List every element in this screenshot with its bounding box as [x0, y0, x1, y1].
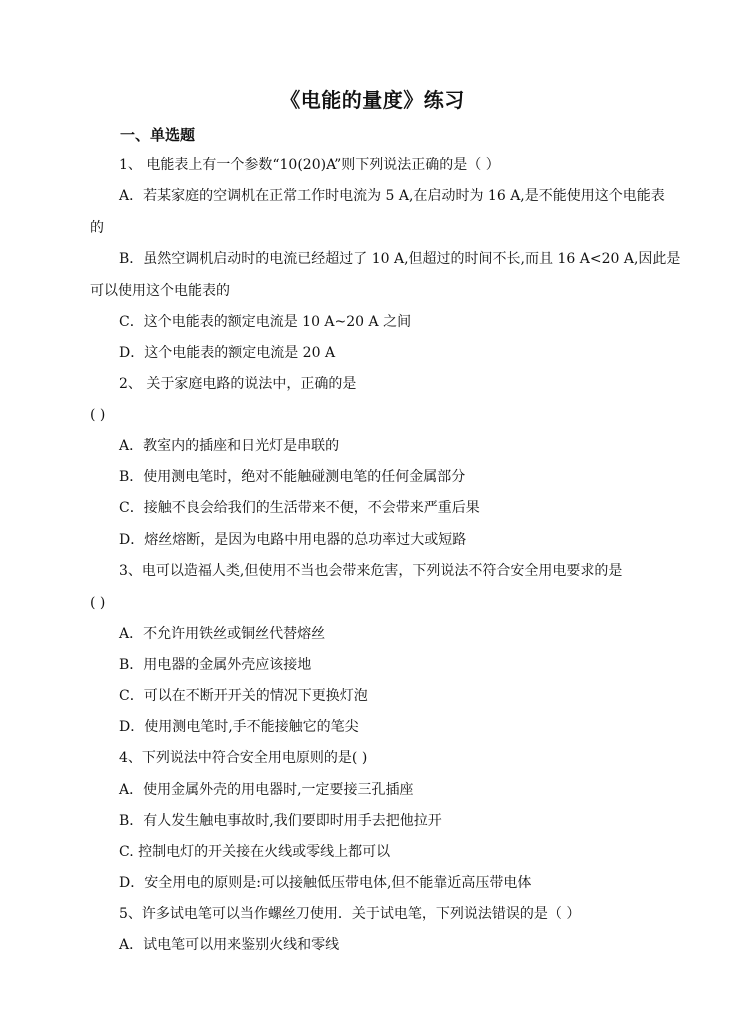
q4-option-c: C. 控制电灯的开关接在火线或零线上都可以: [119, 844, 391, 860]
question-5: 5、许多试电笔可以当作螺丝刀使用．关于试电笔，下列说法错误的是（ ）: [119, 906, 581, 922]
question-2-blank: ( ): [90, 407, 106, 423]
q1-option-d: D．这个电能表的额定电流是 20 A: [119, 345, 336, 361]
q2-option-b: B．使用测电笔时，绝对不能触碰测电笔的任何金属部分: [119, 469, 466, 485]
q2-option-c: C．接触不良会给我们的生活带来不便，不会带来严重后果: [119, 500, 480, 516]
page-title: 《电能的量度》练习: [280, 88, 465, 112]
q4-option-a: A．使用金属外壳的用电器时,一定要接三孔插座: [119, 782, 414, 798]
q2-option-a: A．教室内的插座和日光灯是串联的: [119, 438, 340, 454]
q1-option-c: C．这个电能表的额定电流是 10 A~20 A 之间: [119, 314, 412, 330]
q3-option-b: B．用电器的金属外壳应该接地: [119, 657, 312, 673]
q1-option-b-cont: 可以使用这个电能表的: [90, 283, 230, 299]
question-2: 2、 关于家庭电路的说法中，正确的是: [119, 376, 357, 392]
q4-option-b: B．有人发生触电事故时,我们要即时用手去把他拉开: [119, 813, 442, 829]
question-3: 3、电可以造福人类,但使用不当也会带来危害，下列说法不符合安全用电要求的是: [119, 563, 623, 579]
q5-option-a: A．试电笔可以用来鉴别火线和零线: [119, 937, 340, 953]
q2-option-d: D．熔丝熔断，是因为电路中用电器的总功率过大或短路: [119, 532, 467, 548]
q4-option-d: D．安全用电的原则是:可以接触低压带电体,但不能靠近高压带电体: [119, 875, 532, 891]
question-1: 1、 电能表上有一个参数“10(20)A”则下列说法正确的是（ ）: [119, 157, 500, 173]
q1-option-a: A．若某家庭的空调机在正常工作时电流为 5 A,在启动时为 16 A,是不能使用这个电能表: [119, 188, 665, 204]
question-4: 4、下列说法中符合安全用电原则的是( ): [119, 750, 368, 766]
question-3-blank: ( ): [90, 595, 106, 611]
q3-option-d: D．使用测电笔时,手不能接触它的笔尖: [119, 719, 359, 735]
q3-option-a: A．不允许用铁丝或铜丝代替熔丝: [119, 626, 326, 642]
q1-option-b: B．虽然空调机启动时的电流已经超过了 10 A,但超过的时间不长,而且 16 A<20 A,因此是: [119, 251, 681, 267]
q3-option-c: C．可以在不断开开关的情况下更换灯泡: [119, 688, 368, 704]
q1-option-a-cont: 的: [90, 220, 104, 236]
section-heading: 一、单选题: [120, 126, 196, 144]
